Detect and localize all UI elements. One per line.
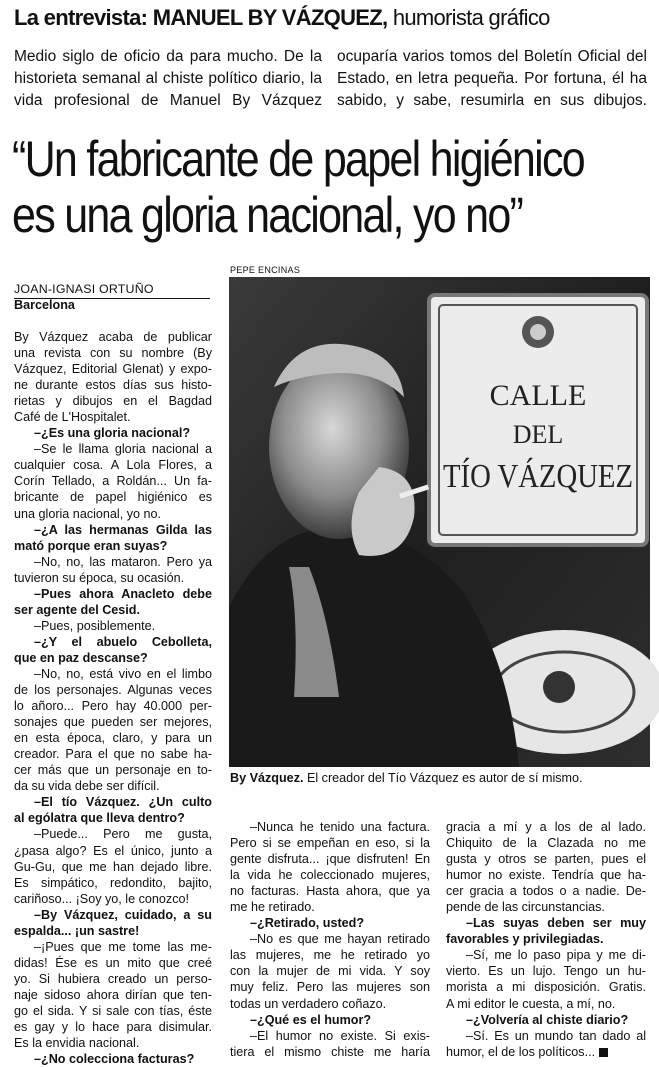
kicker-label: La entrevista: — [14, 5, 148, 30]
body-line: creador. Para el que no sabe ha- — [14, 747, 212, 762]
body-line: no facturas. Hasta ahora, que ya — [230, 884, 430, 899]
interview-question: –Las suyas deben ser muy — [466, 916, 646, 931]
body-line: Es la envidia nacional. — [14, 1036, 140, 1051]
lead-line: Estado, en letra pequeña. Por fortuna, él ha — [337, 70, 647, 87]
article-column-1 — [14, 329, 212, 1067]
headline-line: “Un fabricante de papel higiénico — [12, 131, 584, 187]
interview-question: –¿No colecciona facturas? — [34, 1052, 195, 1067]
lead-column-2 — [337, 46, 647, 112]
body-line: –Se le llama gloria nacional a — [34, 442, 212, 457]
body-line: de los personajes. Algunas veces — [14, 683, 212, 698]
body-line: las mujeres, me he retirado yo — [230, 948, 430, 963]
interview-question: –¿Qué es el humor? — [250, 1012, 372, 1027]
sign-line-2: DEL — [512, 420, 564, 449]
body-line: –¡Pues que me tome las me- — [34, 939, 212, 954]
body-line: tuvieron su época, su ocasión. — [14, 570, 185, 585]
body-line: da su vida debe ser difícil. — [14, 779, 160, 794]
photo-illustration — [229, 277, 650, 767]
interview-question: –¿Y el abuelo Cebolleta, — [34, 634, 212, 649]
body-line: Vázquez, Editorial Glenat) y expo- — [14, 362, 212, 377]
lead-line: ocuparía varios tomos del Boletín Oficial del — [337, 48, 647, 65]
body-line: –Puede... Pero me gusta, — [34, 827, 212, 842]
body-line: didas! Ése es un mito que creé — [14, 955, 212, 970]
interview-question: mató porque eran suyas? — [14, 538, 168, 553]
body-line: Chiquito de la Clazada no me — [446, 836, 646, 851]
interview-question: –¿A las hermanas Gilda las — [34, 522, 212, 537]
interview-question: –¿Retirado, usted? — [250, 916, 365, 931]
lead-column-1 — [14, 46, 322, 112]
body-line: A mi editor le cuesta, a mí, no. — [446, 996, 616, 1011]
lead-line: Medio siglo de oficio da para mucho. De la — [14, 48, 322, 65]
body-line: muy feliz. Pero las mujeres son — [230, 980, 430, 995]
body-line: –No, no, las mataron. Pero ya — [34, 554, 212, 569]
body-line: vierto. Es un lujo. Tengo un hu- — [446, 964, 646, 979]
body-line: Café de L'Hospitalet. — [14, 410, 131, 425]
body-line: lo añoro... Pero hay 40.000 per- — [14, 699, 212, 714]
body-line: –Sí, me lo paso pipa y me di- — [466, 948, 646, 963]
headline-line: es una gloria nacional, yo no” — [12, 187, 523, 243]
body-line: –No es que me hayan retirado — [250, 932, 430, 947]
article-column-3 — [446, 819, 646, 1060]
byline: JOAN-IGNASI ORTUÑO — [14, 281, 210, 299]
body-line: una gloria nacional, yo no. — [14, 506, 162, 521]
kicker-role: humorista gráfico — [392, 5, 550, 30]
body-line: –No, no, está vivo en el limbo — [34, 666, 212, 681]
article-column-2 — [230, 819, 430, 1060]
interview-question: espalda... ¡un sastre! — [14, 923, 140, 938]
body-line: en esta época, claro, y para un — [14, 731, 212, 746]
body-line: –Sí. Es un mundo tan dado al — [466, 1028, 646, 1043]
interview-question: al ególatra que lleva dentro? — [14, 811, 185, 826]
body-line: una revista con su nombre (By — [14, 346, 212, 361]
photo-credit: PEPE ENCINAS — [230, 265, 301, 275]
body-line: –El humor no existe. Si exis- — [250, 1028, 430, 1043]
body-line: gusta y otros se parten, pues el — [446, 852, 646, 867]
body-line: gracia a mí y a los de al lado. — [446, 820, 646, 834]
body-line: Gu-Gu, que me han dejado libre. — [14, 859, 212, 874]
body-line: Pero si se empeñan en eso, si la — [230, 836, 430, 851]
body-line: Corín Tellado, a Roldán... Un fa- — [14, 474, 212, 489]
body-line: con la mujer de mi vida. Y soy — [230, 964, 430, 979]
lead-line: historieta semanal al chiste político diario, la — [14, 70, 322, 87]
body-line: cualquier cosa. A Lola Flores, a — [14, 458, 212, 473]
body-line: humor no existe. Tendría que ha- — [446, 868, 646, 883]
body-line: ¿pasa algo? Es el único, junto a — [14, 843, 212, 858]
body-line: –Nunca he tenido una factura. — [250, 820, 430, 834]
interview-question: ser agente del Cesid. — [14, 602, 140, 617]
photo-caption — [230, 770, 650, 786]
dateline-city: Barcelona — [14, 298, 75, 312]
body-line: bricante de papel higiénico es — [14, 490, 212, 505]
end-mark-icon — [599, 1048, 608, 1057]
body-line: todas un verdadero coñazo. — [230, 996, 387, 1011]
interview-question: favorables y privilegiadas. — [446, 932, 604, 947]
interview-question: –El tío Vázquez. ¿Un culto — [34, 795, 212, 810]
body-line: tiera el mismo chiste me haría — [230, 1044, 430, 1059]
portrait-photo — [229, 277, 650, 767]
body-line: gente disfruta... ¡que disfruten! En — [230, 852, 430, 867]
interview-question: –Pues ahora Anacleto debe — [34, 586, 212, 601]
body-line: cariñoso... ¡Soy yo, le conozco! — [14, 891, 189, 906]
body-line: es gay y lo hace para disimular. — [14, 1020, 212, 1035]
body-line: humor, el de los políticos... — [446, 1044, 646, 1060]
caption-text: El creador del Tío Vázquez es autor de sí mismo. — [306, 771, 583, 785]
section-kicker — [14, 5, 654, 31]
body-line: me he retirado. — [230, 900, 315, 915]
body-line: Es simpático, redondito, bajito, — [14, 875, 212, 890]
body-line: ne durante estos días sus histo- — [14, 378, 212, 393]
headline — [12, 131, 584, 243]
body-line: rietas y dibujos en el Bagdad — [14, 394, 212, 409]
body-line: –Pues, posiblemente. — [34, 618, 156, 633]
caption-bold: By Vázquez. — [230, 771, 304, 785]
body-line: sonajes que pueden ser mejores, — [14, 715, 212, 730]
body-line: naje sidoso ahora dirían que ten- — [14, 987, 212, 1002]
interview-question: –By Vázquez, cuidado, a su — [34, 907, 212, 922]
body-line: yo. Si hubiera creado un perso- — [14, 971, 212, 986]
body-line: pende de las circunstancias. — [446, 900, 605, 915]
body-line: cer gracia a todos o a nadie. De- — [446, 884, 646, 899]
interview-question: –¿Es una gloria nacional? — [34, 426, 191, 441]
body-line: go el sida. Y si sale con tías, éste — [14, 1003, 212, 1018]
sign-line-3: TÍO VÁZQUEZ — [443, 458, 633, 495]
sign-line-1: CALLE — [489, 379, 587, 412]
interview-question: que en paz descanse? — [14, 650, 148, 665]
body-line: By Vázquez acaba de publicar — [14, 330, 212, 344]
kicker-name: MANUEL BY VÁZQUEZ, — [152, 5, 388, 30]
body-line: morista a mi disposición. Gratis. — [446, 980, 646, 995]
interview-question: –¿Volvería al chiste diario? — [466, 1012, 629, 1027]
body-line: la vida he coleccionado mujeres, — [230, 868, 430, 883]
lead-line: vida profesional de Manuel By Vázquez — [14, 92, 322, 109]
lead-line: sabido, y sabe, resumirla en sus dibujos. — [337, 92, 647, 109]
body-line: cer más que un personaje en to- — [14, 763, 212, 778]
